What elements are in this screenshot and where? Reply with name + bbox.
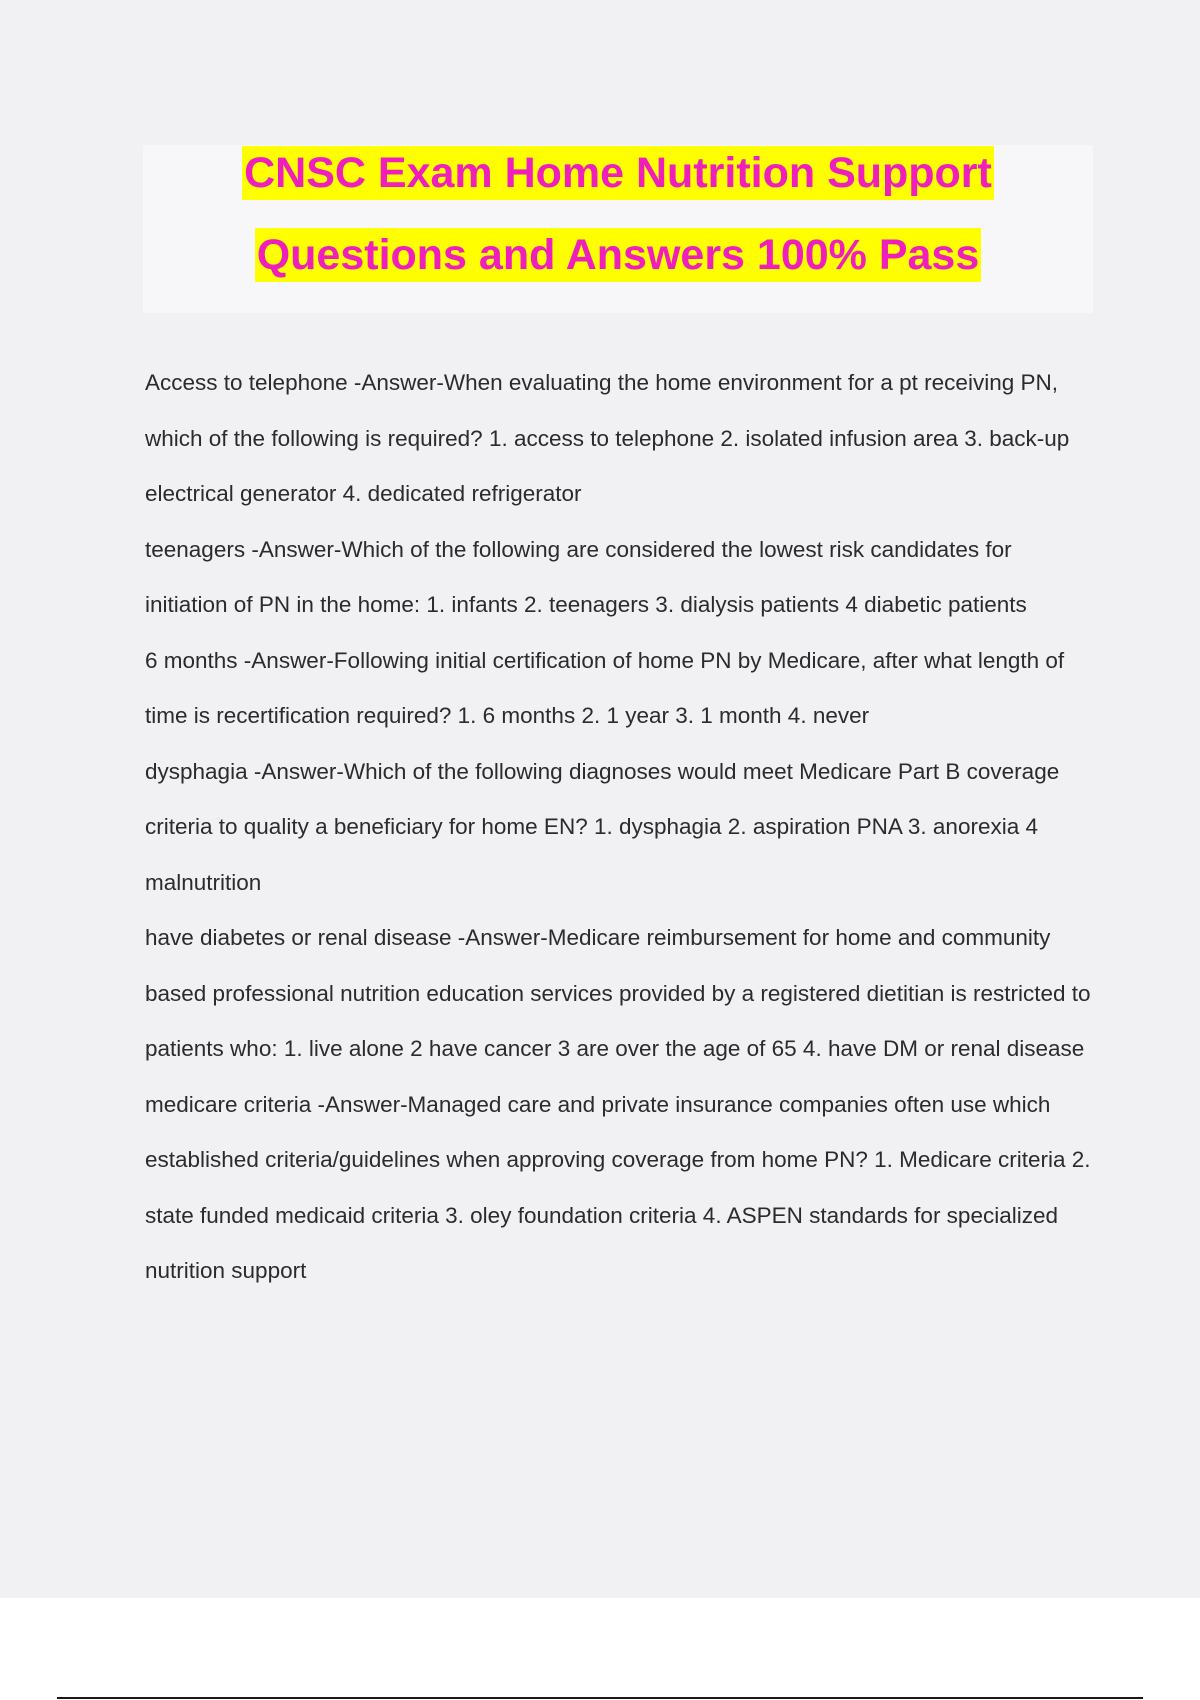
qa-entry-1: Access to telephone -Answer-When evaluating the home environment for a pt receiving PN, which of the following is required? 1. access to telephone 2. isolated infusion area 3. back-up electrical generator 4. dedicated refrigerator <box>145 370 1070 506</box>
qa-list <box>145 355 1095 1299</box>
bottom-divider <box>57 1697 1143 1699</box>
qa-entry-4: dysphagia -Answer-Which of the following diagnoses would meet Medicare Part B coverage criteria to quality a beneficiary for home EN? 1. dysphagia 2. aspiration PNA 3. anorexia 4 malnutrition <box>145 758 1060 895</box>
document-title <box>143 145 1093 313</box>
qa-entry-3: 6 months -Answer-Following initial certification of home PN by Medicare, after what length of time is recertification required? 1. 6 months 2. 1 year 3. 1 month 4. never <box>145 647 1065 728</box>
qa-entry-2: teenagers -Answer-Which of the following are considered the lowest risk candidates for initiation of PN in the home: 1. infants 2. teenagers 3. dialysis patients 4 diabetic patients <box>145 536 1027 617</box>
title-line-2: Questions and Answers 100% Pass <box>255 228 982 282</box>
title-line-1: CNSC Exam Home Nutrition Support <box>242 146 994 200</box>
qa-entry-5: have diabetes or renal disease -Answer-Medicare reimbursement for home and community based professional nutrition education services provided by a registered dietitian is restricted to patients who: 1. live alone 2 have cancer 3 are over the age of 65 4. have DM or renal disease <box>145 925 1091 1061</box>
qa-entry-6: medicare criteria -Answer-Managed care and private insurance companies often use which established criteria/guidelines when approving coverage from home PN? 1. Medicare criteria 2. state funded medicaid criteria 3. oley foundation criteria 4. ASPEN standards for specialized nutrition support <box>145 1091 1091 1283</box>
